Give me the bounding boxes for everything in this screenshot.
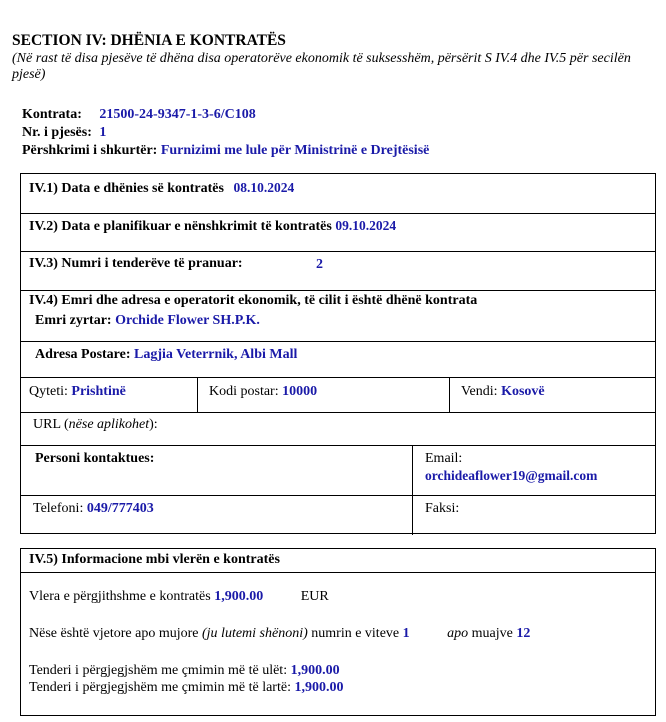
iv2-value: 09.10.2024 xyxy=(335,218,397,233)
iv3-row xyxy=(21,252,655,291)
address-label: Adresa Postare xyxy=(35,347,126,362)
phone-row xyxy=(21,496,655,535)
contact-label: Personi kontaktues xyxy=(35,451,150,466)
lowest-price-value: 1,900.00 xyxy=(290,663,340,678)
value-table xyxy=(20,548,656,716)
iv4-label: IV.4) Emri dhe adresa e operatorit ekonomik, të cilit i është dhënë kontrata xyxy=(29,293,478,308)
iv1-value: 08.10.2024 xyxy=(233,180,295,195)
total-value: 1,900.00 xyxy=(214,589,264,604)
lowest-price-line: Tenderi i përgjegjshëm me çmimin më të ulët: 1,900.00 xyxy=(29,663,340,678)
url-row xyxy=(21,413,655,446)
email-label: Email: xyxy=(425,451,463,466)
section-note: (Në rast të disa pjesëve të dhëna disa operatorëve ekonomik të suksesshëm, përsërit S IV.4 dhe IV.5 për secilën pjesë) xyxy=(12,51,631,82)
official-name-label: Emri zyrtar xyxy=(35,313,107,328)
postal-value: 10000 xyxy=(282,384,318,399)
phone-label: Telefoni: xyxy=(33,501,84,516)
iv4-name-row: IV.4) Emri dhe adresa e operatorit ekonomik, të cilit i është dhënë kontrata Emri zyrtar: Orchide Flower SH.P.K. xyxy=(21,291,655,342)
city-value: Prishtinë xyxy=(71,384,126,399)
part-value: 1 xyxy=(99,125,107,140)
award-table xyxy=(20,173,656,534)
section-title: SECTION IV: DHËNIA E KONTRATËS xyxy=(12,32,286,49)
part-label: Nr. i pjesës: xyxy=(22,125,92,140)
contract-label: Kontrata: xyxy=(22,107,82,122)
description-line xyxy=(22,143,429,159)
description-value: Furnizimi me lule për Ministrinë e Drejtësisë xyxy=(160,143,430,158)
url-label: URL (nëse aplikohet): xyxy=(33,417,158,432)
contact-row: Personi kontaktues: Email: orchideaflower19@gmail.com xyxy=(21,446,655,496)
iv2-row xyxy=(21,214,655,252)
description-label: Përshkrimi i shkurtër: xyxy=(22,143,158,158)
highest-price-value: 1,900.00 xyxy=(294,680,344,695)
country-label: Vendi: xyxy=(461,384,498,399)
iv5-label: IV.5) Informacione mbi vlerën e kontratës xyxy=(29,552,280,567)
iv5-header-row xyxy=(21,549,655,573)
fax-label: Faksi: xyxy=(425,501,460,516)
total-value-line xyxy=(29,589,329,605)
city-label: Qyteti: xyxy=(29,384,68,399)
contract-line xyxy=(22,107,256,123)
address-value: Lagjia Veterrnik, Albi Mall xyxy=(134,347,298,362)
official-name-value: Orchide Flower SH.P.K. xyxy=(115,313,260,328)
months-value: 12 xyxy=(516,626,531,641)
city-row xyxy=(21,378,655,413)
contract-value: 21500-24-9347-1-3-6/C108 xyxy=(99,107,256,122)
phone-value: 049/777403 xyxy=(86,501,154,516)
iv1-row xyxy=(21,174,655,214)
years-value: 1 xyxy=(402,626,410,641)
total-value-label: Vlera e përgjithshme e kontratës xyxy=(29,589,211,604)
highest-price-line: Tenderi i përgjegjshëm me çmimin më të lartë: 1,900.00 xyxy=(29,680,344,695)
part-line xyxy=(22,125,106,141)
email-value: orchideaflower19@gmail.com xyxy=(425,468,598,483)
iv1-label: IV.1) Data e dhënies së kontratës xyxy=(29,181,224,196)
duration-line: Nëse është vjetore apo mujore (ju lutemi shënoni) numrin e viteve 1 apo muajve 12 xyxy=(29,626,531,641)
iv3-value: 2 xyxy=(316,257,323,272)
postal-label: Kodi postar: xyxy=(209,384,279,399)
currency: EUR xyxy=(300,589,329,604)
iv2-label: IV.2) Data e planifikuar e nënshkrimit të kontratës xyxy=(29,219,332,234)
iv3-label: IV.3) Numri i tenderëve të pranuar: xyxy=(29,256,243,271)
country-value: Kosovë xyxy=(501,384,545,399)
address-row: Adresa Postare: Lagjia Veterrnik, Albi Mall xyxy=(21,342,655,378)
